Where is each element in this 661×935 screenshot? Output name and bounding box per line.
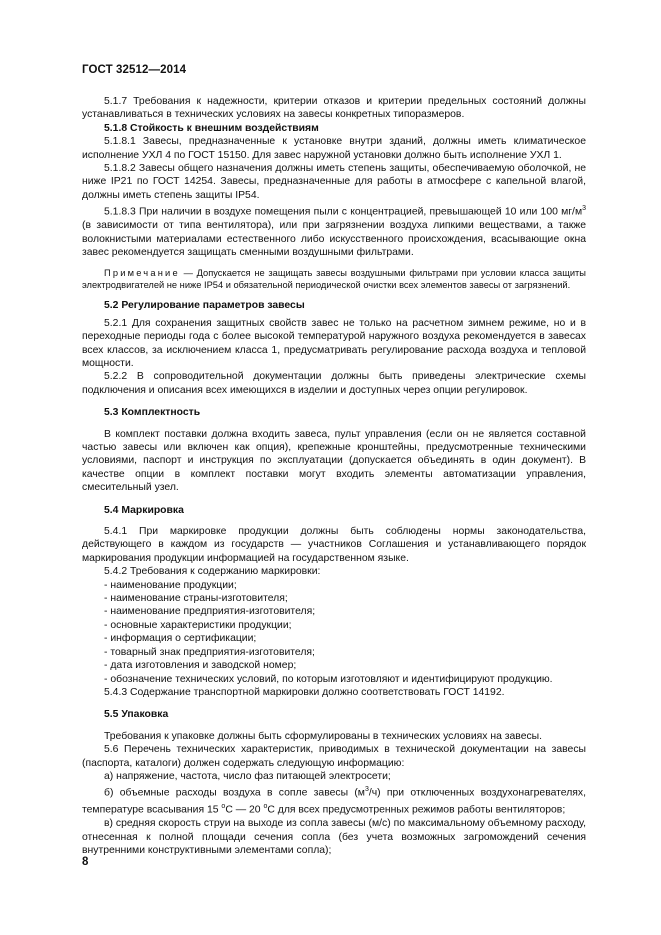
paragraph-5-2-1: 5.2.1 Для сохранения защитных свойств завес не только на расчетном зимнем режиме, но и в переходные периоды года с более высокой температурой наружного воздуха рекомендуется в завесах всех классов, за исключением класса 1, предусматривать регулирование расхода воздуха и тепловой мощности.	[82, 317, 586, 369]
note: Примечание — Допускается не защищать завесы воздушными фильтрами при условии класса защиты электродвигателей не ниже IP54 и обязательной периодической очистки всех элементов завесы от загрязнений.	[82, 268, 586, 291]
document-header: ГОСТ 32512—2014	[82, 64, 187, 76]
paragraph-5-1-7: 5.1.7 Требования к надежности, критерии отказов и критерии предельных состояний должны устанавливаться в технических условиях на завесы конкретных типоразмеров.	[82, 96, 586, 121]
paragraph-5-5: Требования к упаковке должны быть сформулированы в технических условиях на завесы.	[104, 730, 543, 742]
list-item: - товарный знак предприятия-изготовителя;	[104, 646, 315, 658]
paragraph-5-1-8-2: 5.1.8.2 Завесы общего назначения должны иметь степень защиты, обеспечиваемую оболочкой, не ниже IP21 по ГОСТ 14254. Завесы, предназначенные для работы в атмосфере с капельной влагой, должны иметь степень защиты IP54.	[82, 163, 586, 201]
list-item: - основные характеристики продукции;	[104, 619, 292, 631]
paragraph-5-1-8-3: 5.1.8.3 При наличии в воздухе помещения пыли с концентрацией, превышающей 10 или 100 $мг/м^3$ (в зависимости от типа вентилятора), или при загрязнении воздуха липкими веществами, а также волокнистыми материалами естественного либо искусственного происхождения, всасывающие окна завес рекомендуется защищать сменными воздушными фильтрами.	[82, 205, 586, 258]
paragraph-5-4-2: 5.4.2 Требования к содержанию маркировки:	[104, 566, 321, 578]
list-item: - обозначение технических условий, по которым изготовляют и идентифицируют продукцию.	[104, 673, 553, 685]
list-item: - наименование продукции;	[104, 579, 237, 591]
paragraph-5-1-8-1: 5.1.8.1 Завесы, предназначенные к установке внутри зданий, должны иметь климатическое исполнение УХЛ 4 по ГОСТ 15150. Для завес наружной установки должно быть исполнение УХЛ 1.	[82, 136, 586, 161]
document-body	[82, 95, 586, 857]
heading-5-1-8: 5.1.8 Стойкость к внешним воздействиям	[104, 122, 319, 134]
paragraph-5-6: 5.6 Перечень технических характеристик, приводимых в технической документации на завесы (паспорта, каталоги) должен содержать следующую информацию:	[82, 744, 586, 769]
list-item-c: в) средняя скорость струи на выходе из сопла завесы (м/с) по максимальному объемному расходу, отнесенная к полной площади сечения сопла (без учета возможных загромождений сечения внутренними конструктивными элементами сопла);	[82, 818, 586, 856]
note-label: Примечание	[104, 268, 180, 279]
paragraph-5-3: В комплект поставки должна входить завеса, пульт управления (если он не является составной частью завесы или включен как опция), крепежные кронштейны, предусмотренные техническими условиями, паспорт и инструкция по эксплуатации (допускается объединять в один документ). В качестве опции в комплект поставки могут входить элементы автоматизации управления, смесительный узел.	[82, 428, 586, 494]
heading-5-5: 5.5 Упаковка	[104, 709, 169, 721]
list-item: - информация о сертификации;	[104, 633, 257, 645]
list-item: - наименование предприятия-изготовителя;	[104, 606, 316, 618]
page-number: 8	[82, 856, 89, 868]
list-item: - наименование страны-изготовителя;	[104, 593, 288, 605]
heading-5-3: 5.3 Комплектность	[104, 407, 201, 419]
paragraph-5-2-2: 5.2.2 В сопроводительной документации должны быть приведены электрические схемы подключения и описания всех имеющихся в изделии и доступных через опции регулировок.	[82, 371, 586, 396]
heading-5-4: 5.4 Маркировка	[104, 504, 184, 516]
list-item-b: б) объемные расходы воздуха в сопле завесы $(м^3/ч)$ при отключенных воздухонагревателях, температуре всасывания 15 $^о$С — 20 $^о$С для всех предусмотренных режимов работы вентиляторов;	[82, 786, 586, 816]
list-item: - дата изготовления и заводской номер;	[104, 660, 297, 672]
paragraph-5-4-1: 5.4.1 При маркировке продукции должны быть соблюдены нормы законодательства, действующего в каждом из государств — участников Соглашения и устанавливающего порядок маркирования продукции информацией на государственном языке.	[82, 526, 586, 564]
list-item-a: а) напряжение, частота, число фаз питающей электросети;	[104, 770, 391, 782]
paragraph-5-4-3: 5.4.3 Содержание транспортной маркировки должно соответствовать ГОСТ 14192.	[104, 686, 505, 698]
heading-5-2: 5.2 Регулирование параметров завесы	[104, 300, 305, 312]
